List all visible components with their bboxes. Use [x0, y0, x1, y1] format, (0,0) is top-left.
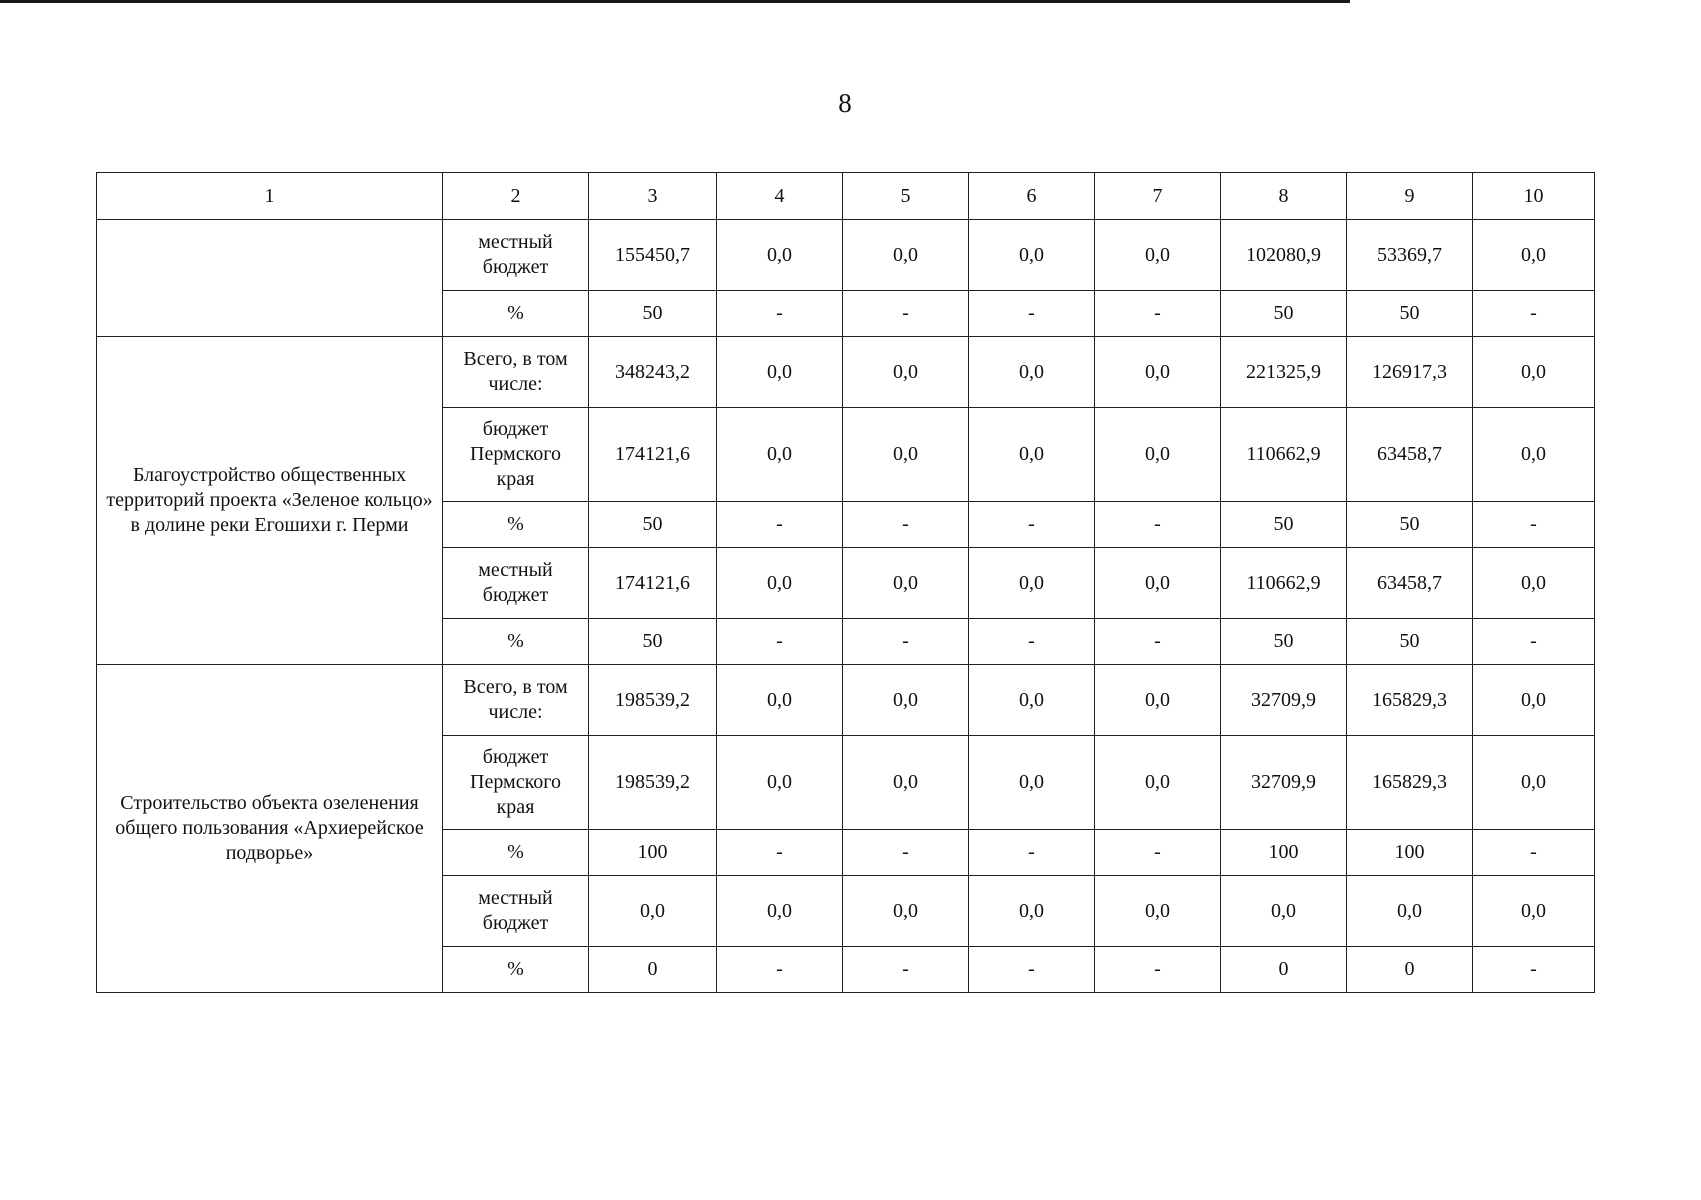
value-cell: 0,0 [717, 876, 843, 947]
value-cell: 0,0 [1473, 665, 1595, 736]
value-cell: 50 [1221, 291, 1347, 337]
column-number: 9 [1347, 173, 1473, 220]
top-border-line [0, 0, 1350, 3]
value-cell: 0,0 [1473, 548, 1595, 619]
value-cell: - [717, 291, 843, 337]
value-cell: 50 [1347, 619, 1473, 665]
funding-source-cell: % [443, 947, 589, 993]
table-row [97, 665, 1595, 736]
value-cell: 0,0 [969, 548, 1095, 619]
value-cell: 0,0 [1095, 736, 1221, 830]
value-cell: 110662,9 [1221, 548, 1347, 619]
column-number: 8 [1221, 173, 1347, 220]
page-number: 8 [838, 88, 852, 118]
funding-source-cell: % [443, 619, 589, 665]
column-number: 7 [1095, 173, 1221, 220]
header-row [97, 173, 1595, 220]
value-cell: - [1095, 947, 1221, 993]
value-cell: 348243,2 [589, 337, 717, 408]
value-cell: 50 [589, 619, 717, 665]
project-name-cell: Строительство объекта озеленения общего пользования «Архиерейское подворье» [97, 665, 443, 993]
value-cell: 0,0 [717, 736, 843, 830]
value-cell: 50 [1347, 291, 1473, 337]
value-cell: 50 [589, 502, 717, 548]
budget-table [96, 172, 1595, 993]
value-cell: - [969, 830, 1095, 876]
column-number: 10 [1473, 173, 1595, 220]
column-number: 3 [589, 173, 717, 220]
value-cell: 0,0 [843, 736, 969, 830]
value-cell: 0,0 [1473, 408, 1595, 502]
value-cell: 0,0 [969, 408, 1095, 502]
value-cell: 0,0 [969, 665, 1095, 736]
value-cell: 63458,7 [1347, 408, 1473, 502]
column-number: 5 [843, 173, 969, 220]
funding-source-cell: бюджет Пермского края [443, 408, 589, 502]
value-cell: 0,0 [1095, 408, 1221, 502]
value-cell: 50 [1221, 619, 1347, 665]
value-cell: 0,0 [1473, 876, 1595, 947]
value-cell: 0,0 [843, 408, 969, 502]
value-cell: 0,0 [969, 736, 1095, 830]
funding-source-cell: местный бюджет [443, 220, 589, 291]
value-cell: 174121,6 [589, 548, 717, 619]
value-cell: 0,0 [1347, 876, 1473, 947]
value-cell: - [843, 947, 969, 993]
value-cell: - [1473, 291, 1595, 337]
value-cell: 0,0 [843, 876, 969, 947]
value-cell: 0,0 [843, 220, 969, 291]
value-cell: - [717, 830, 843, 876]
value-cell: 102080,9 [1221, 220, 1347, 291]
value-cell: 63458,7 [1347, 548, 1473, 619]
value-cell: - [1095, 291, 1221, 337]
value-cell: - [969, 619, 1095, 665]
value-cell: 0,0 [589, 876, 717, 947]
value-cell: - [969, 502, 1095, 548]
value-cell: - [1095, 619, 1221, 665]
value-cell: 0,0 [1473, 736, 1595, 830]
value-cell: 155450,7 [589, 220, 717, 291]
value-cell: 0,0 [969, 337, 1095, 408]
value-cell: - [843, 502, 969, 548]
value-cell: 0,0 [1095, 220, 1221, 291]
value-cell: - [717, 947, 843, 993]
funding-source-cell: % [443, 502, 589, 548]
table-row [97, 337, 1595, 408]
funding-source-cell: % [443, 830, 589, 876]
funding-source-cell: бюджет Пермского края [443, 736, 589, 830]
column-number: 6 [969, 173, 1095, 220]
value-cell: - [969, 947, 1095, 993]
value-cell: 0,0 [1473, 220, 1595, 291]
value-cell: 165829,3 [1347, 665, 1473, 736]
value-cell: - [969, 291, 1095, 337]
value-cell: 165829,3 [1347, 736, 1473, 830]
value-cell: 100 [589, 830, 717, 876]
value-cell: 32709,9 [1221, 736, 1347, 830]
value-cell: - [843, 291, 969, 337]
value-cell: 0,0 [717, 665, 843, 736]
value-cell: 0,0 [969, 220, 1095, 291]
column-number: 2 [443, 173, 589, 220]
value-cell: 53369,7 [1347, 220, 1473, 291]
value-cell: 0,0 [717, 220, 843, 291]
value-cell: 0,0 [843, 548, 969, 619]
value-cell: - [843, 619, 969, 665]
value-cell: 0,0 [717, 548, 843, 619]
value-cell: 0,0 [843, 665, 969, 736]
value-cell: - [1473, 502, 1595, 548]
value-cell: - [1095, 830, 1221, 876]
value-cell: 100 [1347, 830, 1473, 876]
funding-source-cell: местный бюджет [443, 548, 589, 619]
value-cell: - [1473, 830, 1595, 876]
value-cell: - [1473, 619, 1595, 665]
value-cell: 0,0 [1095, 337, 1221, 408]
funding-source-cell: Всего, в том числе: [443, 337, 589, 408]
value-cell: 174121,6 [589, 408, 717, 502]
value-cell: 0,0 [717, 408, 843, 502]
column-number: 1 [97, 173, 443, 220]
value-cell: 0,0 [969, 876, 1095, 947]
value-cell: 198539,2 [589, 665, 717, 736]
value-cell: - [717, 619, 843, 665]
value-cell: 0,0 [717, 337, 843, 408]
value-cell: 50 [589, 291, 717, 337]
value-cell: 0,0 [1095, 876, 1221, 947]
value-cell: 126917,3 [1347, 337, 1473, 408]
value-cell: 32709,9 [1221, 665, 1347, 736]
column-number: 4 [717, 173, 843, 220]
value-cell: - [1095, 502, 1221, 548]
value-cell: 0 [589, 947, 717, 993]
value-cell: 50 [1347, 502, 1473, 548]
funding-source-cell: местный бюджет [443, 876, 589, 947]
value-cell: 110662,9 [1221, 408, 1347, 502]
table-row [97, 220, 1595, 291]
funding-source-cell: % [443, 291, 589, 337]
value-cell: 0,0 [1221, 876, 1347, 947]
value-cell: - [1473, 947, 1595, 993]
value-cell: 0,0 [1095, 665, 1221, 736]
value-cell: 0 [1347, 947, 1473, 993]
value-cell: 0,0 [1095, 548, 1221, 619]
value-cell: 198539,2 [589, 736, 717, 830]
value-cell: 100 [1221, 830, 1347, 876]
value-cell: 0,0 [843, 337, 969, 408]
value-cell: 221325,9 [1221, 337, 1347, 408]
project-name-cell: Благоустройство общественных территорий проекта «Зеленое кольцо» в долине реки Егошихи г. Перми [97, 337, 443, 665]
funding-source-cell: Всего, в том числе: [443, 665, 589, 736]
value-cell: 50 [1221, 502, 1347, 548]
project-cell-continued [97, 220, 443, 337]
value-cell: - [717, 502, 843, 548]
value-cell: 0,0 [1473, 337, 1595, 408]
value-cell: - [843, 830, 969, 876]
value-cell: 0 [1221, 947, 1347, 993]
